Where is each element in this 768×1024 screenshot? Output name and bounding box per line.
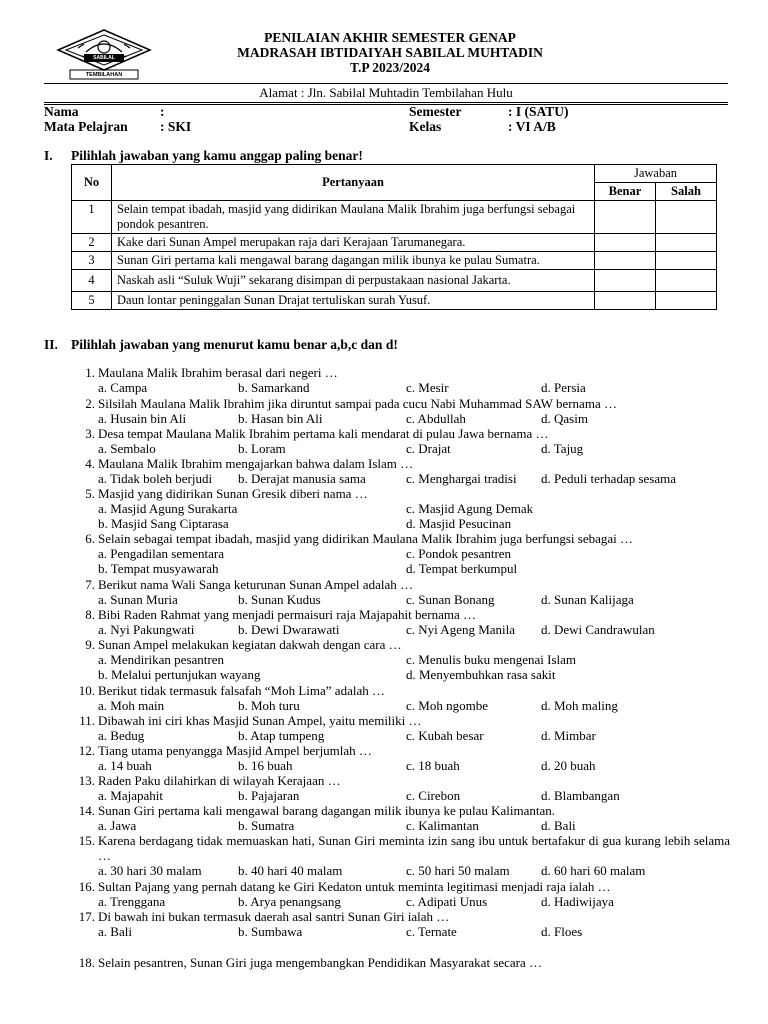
answer-option[interactable]: a. Mendirikan pesantren <box>98 652 224 667</box>
true-false-table <box>71 164 717 310</box>
question-text: Silsilah Maulana Malik Ibrahim jika diruntut sampai pada cucu Nabi Muhammad SAW bernama … <box>98 396 617 411</box>
section-1-title: Pilihlah jawaban yang kamu anggap paling benar! <box>71 148 363 163</box>
table-row <box>72 252 717 270</box>
question-number: 13. <box>78 773 95 788</box>
answer-option[interactable]: b. Arya penangsang <box>238 894 341 909</box>
question-text: Karena berdagang tidak memuaskan hati, Sunan Giri meminta izin sang ibu untuk bertafakur di gua kurang lebih selama … <box>98 833 730 863</box>
section-1-number: I. <box>44 148 53 163</box>
heading-line-2: MADRASAH IBTIDAIYAH SABILAL MUHTADIN <box>237 45 543 60</box>
answer-option[interactable]: a. Jawa <box>98 818 137 833</box>
answer-false-cell[interactable] <box>656 292 717 310</box>
question-text: Selain pesantren, Sunan Giri juga mengembangkan Pendidikan Masyarakat secara … <box>98 955 543 970</box>
answer-option[interactable]: c. Menghargai tradisi <box>406 471 517 486</box>
question-number: 16. <box>78 879 95 894</box>
question-number: 11. <box>79 713 95 728</box>
answer-option[interactable]: c. Kubah besar <box>406 728 484 743</box>
answer-option[interactable]: c. 18 buah <box>406 758 460 773</box>
answer-option[interactable]: a. Sunan Muria <box>98 592 178 607</box>
answer-option[interactable]: a. Masjid Agung Surakarta <box>98 501 238 516</box>
question-number: 3. <box>85 426 95 441</box>
answer-option[interactable]: d. Moh maling <box>541 698 618 713</box>
school-address: Alamat : Jln. Sabilal Muhtadin Tembilahan Hulu <box>44 83 728 103</box>
answer-false-cell[interactable] <box>656 201 717 234</box>
answer-option[interactable]: d. Mimbar <box>541 728 596 743</box>
answer-option[interactable]: b. Sunan Kudus <box>238 592 321 607</box>
answer-option[interactable]: b. Loram <box>238 441 286 456</box>
answer-option[interactable]: b. Derajat manusia sama <box>238 471 366 486</box>
col-header-true: Benar <box>595 183 656 201</box>
answer-option[interactable]: b. 40 hari 40 malam <box>238 863 343 878</box>
answer-option[interactable]: c. 50 hari 50 malam <box>406 863 510 878</box>
semester-label: Semester <box>409 104 462 119</box>
answer-option[interactable]: d. Qasim <box>541 411 588 426</box>
class-value: : VI A/B <box>508 119 556 134</box>
col-header-answer: Jawaban <box>595 165 717 183</box>
row-statement: Sunan Giri pertama kali mengawal barang dagangan milik ibunya ke pulau Sumatra. <box>112 252 595 270</box>
answer-option[interactable]: c. Nyi Ageng Manila <box>406 622 516 637</box>
answer-option[interactable]: b. Atap tumpeng <box>238 728 325 743</box>
answer-option[interactable]: b. 16 buah <box>238 758 293 773</box>
answer-option[interactable]: d. Persia <box>541 380 586 395</box>
answer-false-cell[interactable] <box>656 270 717 292</box>
answer-option[interactable]: b. Sumbawa <box>238 924 303 939</box>
question-text: Berikut nama Wali Sanga keturunan Sunan Ampel adalah … <box>98 577 413 592</box>
row-number: 4 <box>72 270 112 292</box>
answer-option[interactable]: b. Moh turu <box>238 698 300 713</box>
answer-option[interactable]: a. Tidak boleh berjudi <box>98 471 213 486</box>
answer-true-cell[interactable] <box>595 234 656 252</box>
subject-value: : SKI <box>160 119 192 134</box>
question-text: Di bawah ini bukan termasuk daerah asal santri Sunan Giri ialah … <box>98 909 450 924</box>
logo-text-top: SABILAL <box>93 55 115 61</box>
answer-option[interactable]: d. 60 hari 60 malam <box>541 863 646 878</box>
answer-option[interactable]: d. Dewi Candrawulan <box>541 622 655 637</box>
answer-option[interactable]: b. Masjid Sang Ciptarasa <box>98 516 229 531</box>
answer-option[interactable]: a. Trenggana <box>98 894 166 909</box>
answer-option[interactable]: d. Sunan Kalijaga <box>541 592 634 607</box>
question-number: 15. <box>78 833 95 848</box>
answer-option[interactable]: c. Moh ngombe <box>406 698 488 713</box>
col-header-question: Pertanyaan <box>112 165 595 201</box>
question-text: Sultan Pajang yang pernah datang ke Giri Kedaton untuk meminta legitimasi menjadi raja ialah … <box>98 879 611 894</box>
answer-option[interactable]: d. Menyembuhkan rasa sakit <box>406 667 556 682</box>
answer-true-cell[interactable] <box>595 292 656 310</box>
col-header-false: Salah <box>656 183 717 201</box>
question-number: 5. <box>85 486 95 501</box>
table-row <box>72 201 717 234</box>
logo-text-bottom: TEMBILAHAN <box>85 72 123 78</box>
question-text: Sunan Ampel melakukan kegiatan dakwah dengan cara … <box>98 637 402 652</box>
answer-option[interactable]: c. Masjid Agung Demak <box>406 501 534 516</box>
answer-option[interactable]: b. Pajajaran <box>238 788 300 803</box>
row-statement: Naskah asli “Suluk Wuji” sekarang disimpan di perpustakaan nasional Jakarta. <box>112 270 595 292</box>
answer-option[interactable]: b. Tempat musyawarah <box>98 561 219 576</box>
answer-option[interactable]: c. Menulis buku mengenai Islam <box>406 652 577 667</box>
answer-option[interactable]: a. Pengadilan sementara <box>98 546 224 561</box>
class-label: Kelas <box>409 119 442 134</box>
answer-option[interactable]: b. Melalui pertunjukan wayang <box>98 667 261 682</box>
question-number: 12. <box>78 743 95 758</box>
exam-heading <box>180 30 600 75</box>
row-number: 5 <box>72 292 112 310</box>
question-number: 14. <box>78 803 95 818</box>
question-text: Dibawah ini ciri khas Masjid Sunan Ampel, yaitu memiliki … <box>98 713 422 728</box>
table-row <box>72 270 717 292</box>
row-statement: Kake dari Sunan Ampel merupakan raja dari Kerajaan Tarumanegara. <box>112 234 595 252</box>
answer-option[interactable]: d. Floes <box>541 924 583 939</box>
name-field[interactable]: : <box>160 104 165 119</box>
answer-option[interactable]: b. Samarkand <box>238 380 310 395</box>
row-number: 1 <box>72 201 112 234</box>
answer-option[interactable]: a. Majapahit <box>98 788 163 803</box>
school-logo <box>56 28 152 80</box>
answer-option[interactable]: d. Tajug <box>541 441 584 456</box>
question-text: Sunan Giri pertama kali mengawal barang dagangan milik ibunya ke pulau Kalimantan. <box>98 803 556 818</box>
answer-option[interactable]: d. Blambangan <box>541 788 620 803</box>
question-number: 1. <box>85 365 95 380</box>
answer-option[interactable]: b. Sumatra <box>238 818 295 833</box>
question-number: 17. <box>78 909 95 924</box>
section-2-title: Pilihlah jawaban yang menurut kamu benar a,b,c dan d! <box>71 337 398 352</box>
answer-option[interactable]: c. Kalimantan <box>406 818 479 833</box>
row-statement: Selain tempat ibadah, masjid yang didirikan Maulana Malik Ibrahim juga berfungsi sebagai pondok pesantren. <box>112 201 595 234</box>
answer-option[interactable]: a. Sembalo <box>98 441 156 456</box>
table-row <box>72 292 717 310</box>
answer-option[interactable]: a. Moh main <box>98 698 165 713</box>
answer-option[interactable]: a. Bedug <box>98 728 145 743</box>
question-number: 7. <box>85 577 95 592</box>
question-number: 4. <box>85 456 95 471</box>
answer-false-cell[interactable] <box>656 252 717 270</box>
question-text: Raden Paku dilahirkan di wilayah Kerajaan … <box>98 773 341 788</box>
answer-option[interactable]: a. Husain bin Ali <box>98 411 187 426</box>
answer-option[interactable]: c. Ternate <box>406 924 457 939</box>
answer-option[interactable]: c. Drajat <box>406 441 451 456</box>
answer-option[interactable]: c. Abdullah <box>406 411 466 426</box>
answer-option[interactable]: d. Hadiwijaya <box>541 894 614 909</box>
answer-option[interactable]: a. Campa <box>98 380 148 395</box>
subject-label: Mata Pelajran <box>44 119 128 134</box>
heading-line-1: PENILAIAN AKHIR SEMESTER GENAP <box>264 30 516 45</box>
question-text: Masjid yang didirikan Sunan Gresik diberi nama … <box>98 486 368 501</box>
question-number: 6. <box>85 531 95 546</box>
answer-option[interactable]: a. Nyi Pakungwati <box>98 622 195 637</box>
question-text: Selain sebagai tempat ibadah, masjid yang didirikan Maulana Malik Ibrahim juga berfungsi sebagai … <box>98 531 634 546</box>
question-text: Tiang utama penyangga Masjid Ampel berjumlah … <box>98 743 372 758</box>
row-number: 3 <box>72 252 112 270</box>
question-number: 9. <box>85 637 95 652</box>
answer-option[interactable]: c. Pondok pesantren <box>406 546 512 561</box>
question-text: Maulana Malik Ibrahim mengajarkan bahwa dalam Islam … <box>98 456 414 471</box>
answer-option[interactable]: a. 30 hari 30 malam <box>98 863 202 878</box>
name-label: Nama <box>44 104 79 119</box>
answer-option[interactable]: b. Dewi Dwarawati <box>238 622 340 637</box>
answer-option[interactable]: a. 14 buah <box>98 758 152 773</box>
question-text: Bibi Raden Rahmat yang menjadi permaisuri raja Majapahit bernama … <box>98 607 476 622</box>
answer-option[interactable]: c. Sunan Bonang <box>406 592 495 607</box>
question-text: Desa tempat Maulana Malik Ibrahim pertama kali mendarat di pulau Jawa bernama … <box>98 426 549 441</box>
answer-true-cell[interactable] <box>595 201 656 234</box>
answer-option[interactable]: d. Bali <box>541 818 576 833</box>
question-text: Maulana Malik Ibrahim berasal dari negeri … <box>98 365 338 380</box>
question-number: 10. <box>78 683 95 698</box>
answer-option[interactable]: b. Hasan bin Ali <box>238 411 323 426</box>
answer-option[interactable]: d. Peduli terhadap sesama <box>541 471 677 486</box>
answer-option[interactable]: c. Mesir <box>406 380 449 395</box>
answer-option[interactable]: c. Cirebon <box>406 788 461 803</box>
question-number: 2. <box>85 396 95 411</box>
answer-false-cell[interactable] <box>656 234 717 252</box>
question-number: 8. <box>85 607 95 622</box>
answer-option[interactable]: d. Masjid Pesucinan <box>406 516 512 531</box>
semester-value: : I (SATU) <box>508 104 569 119</box>
section-2-number: II. <box>44 337 58 352</box>
answer-true-cell[interactable] <box>595 252 656 270</box>
answer-option[interactable]: a. Bali <box>98 924 132 939</box>
answer-option[interactable]: d. Tempat berkumpul <box>406 561 518 576</box>
answer-option[interactable]: c. Adipati Unus <box>406 894 488 909</box>
row-number: 2 <box>72 234 112 252</box>
heading-line-3: T.P 2023/2024 <box>349 60 430 75</box>
question-number: 18. <box>78 955 95 970</box>
answer-option[interactable]: d. 20 buah <box>541 758 596 773</box>
answer-true-cell[interactable] <box>595 270 656 292</box>
question-text: Berikut tidak termasuk falsafah “Moh Lima” adalah … <box>98 683 385 698</box>
col-header-no: No <box>72 165 112 201</box>
table-row <box>72 234 717 252</box>
row-statement: Daun lontar peninggalan Sunan Drajat tertuliskan surah Yusuf. <box>112 292 595 310</box>
